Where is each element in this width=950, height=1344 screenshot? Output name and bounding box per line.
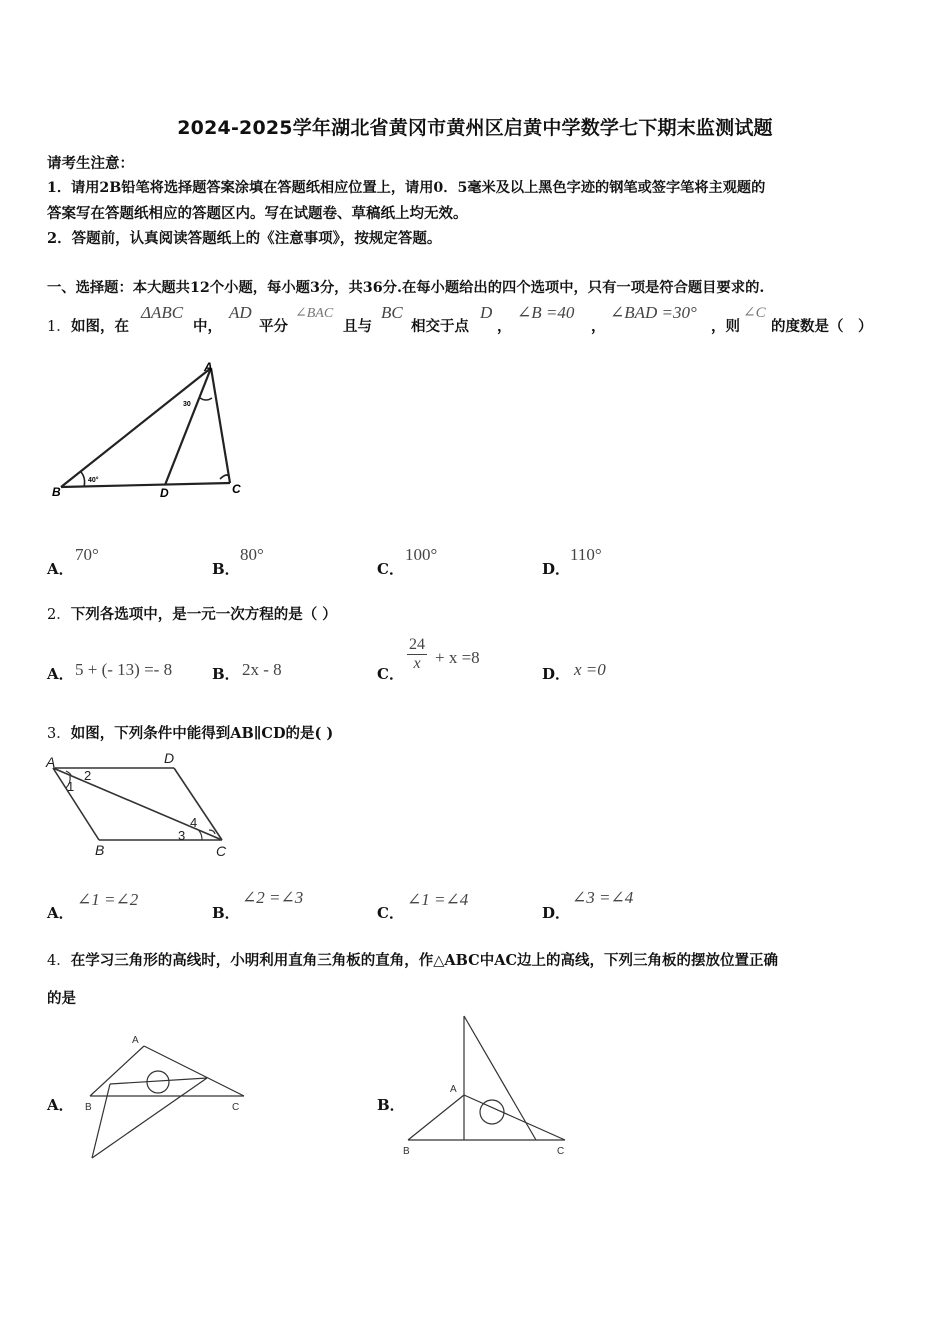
question-3-label-d: D bbox=[164, 750, 175, 766]
question-1-text-1: 如图，在 bbox=[71, 318, 129, 335]
question-3-label-a: A bbox=[46, 754, 56, 770]
question-4-option-b-label-b: B bbox=[403, 1146, 410, 1157]
question-3-angle-4: 4 bbox=[190, 815, 198, 830]
question-2-option-c-rest: + x =8 bbox=[435, 648, 480, 667]
page-title: 2024-2025学年湖北省黄冈市黄州区启黄中学数学七下期末监测试题 bbox=[177, 117, 773, 139]
question-2-option-c-fraction bbox=[407, 636, 427, 673]
question-4-option-b-label-a: A bbox=[450, 1084, 457, 1095]
question-4-option-a-label[interactable]: A． bbox=[47, 1096, 74, 1114]
question-4-option-a-label-a: A bbox=[132, 1035, 139, 1046]
question-2-option-a-value: 5 + (- 13) =- 8 bbox=[75, 660, 173, 679]
question-1-option-c-label[interactable]: C． bbox=[377, 560, 404, 578]
question-3-number: 3． bbox=[47, 726, 71, 742]
question-3-label-c: C bbox=[216, 843, 227, 859]
question-1-triangle-abc: ΔABC bbox=[141, 303, 184, 322]
question-1-option-d-value: 110° bbox=[570, 545, 602, 564]
question-1-number: 1． bbox=[47, 319, 71, 335]
question-3-text: 如图，下列条件中能得到AB∥CD的是( ) bbox=[70, 725, 334, 742]
question-1-angle-bad-label: 30 bbox=[183, 401, 191, 408]
question-1-text-8: ，则 bbox=[711, 318, 740, 335]
question-1-label-a: A bbox=[204, 360, 213, 374]
question-2-option-b-value: 2x - 8 bbox=[242, 660, 282, 679]
question-4-option-a-label-c: C bbox=[232, 1102, 240, 1113]
question-2-option-a-label[interactable]: A． bbox=[47, 665, 74, 683]
question-2-option-c-denominator: x bbox=[413, 655, 421, 672]
question-3-option-b-value: ∠2 =∠3 bbox=[242, 888, 304, 907]
question-1-option-b-label[interactable]: B． bbox=[212, 560, 240, 578]
question-1-option-b-value: 80° bbox=[240, 545, 264, 564]
question-1-option-d-label[interactable]: D． bbox=[542, 560, 571, 578]
question-4-line-1: 在学习三角形的高线时，小明利用直角三角板的直角，作△ABC中AC边上的高线，下列三角板的摆放位置正确 bbox=[70, 952, 778, 969]
section-1-heading: 一、选择题：本大题共12个小题，每小题3分，共36分.在每小题给出的四个选项中，只有一项是符合题目要求的. bbox=[47, 280, 765, 296]
question-2-number: 2． bbox=[47, 607, 71, 623]
question-1-angle-bac: ∠BAC bbox=[295, 306, 334, 321]
notice-item-2: 2．答题前，认真阅读答题纸上的《注意事项》，按规定答题。 bbox=[47, 230, 442, 247]
question-3-angle-3: 3 bbox=[178, 828, 186, 843]
question-1-ad: AD bbox=[229, 303, 252, 322]
question-3-option-c-label[interactable]: C． bbox=[377, 904, 404, 922]
question-1-bc: BC bbox=[381, 303, 403, 322]
question-3 bbox=[47, 722, 333, 743]
question-2-option-d-label[interactable]: D． bbox=[542, 665, 571, 683]
question-4 bbox=[47, 949, 778, 970]
question-1-triangle-figure bbox=[48, 360, 253, 505]
question-3-option-d-label[interactable]: D． bbox=[542, 904, 571, 922]
question-1-angle-b-label: 40° bbox=[88, 477, 99, 484]
question-1-text-4: 且与 bbox=[343, 318, 372, 335]
question-1-text-2: 中， bbox=[193, 318, 222, 335]
question-3-angle-1: 1 bbox=[67, 779, 75, 794]
question-2-option-c-label[interactable]: C． bbox=[377, 665, 404, 683]
question-1-angle-bad: ∠BAD =30° bbox=[610, 303, 697, 322]
question-3-option-a-label[interactable]: A． bbox=[47, 904, 74, 922]
question-4-option-a-figure bbox=[82, 1030, 252, 1162]
question-1-label-d: D bbox=[160, 486, 169, 500]
question-3-options bbox=[47, 888, 747, 920]
question-3-option-b-label[interactable]: B． bbox=[212, 904, 240, 922]
question-1-text-3: 平分 bbox=[259, 318, 288, 335]
question-1-text-9: 的度数是（ ） bbox=[771, 318, 873, 335]
question-4-option-b-figure bbox=[400, 1012, 575, 1160]
question-4-line-2: 的是 bbox=[47, 990, 76, 1007]
question-1-text-7: ， bbox=[591, 318, 606, 335]
question-1-options bbox=[47, 545, 747, 577]
question-1-text-5: 相交于点 bbox=[411, 318, 469, 335]
question-4-option-a-label-b: B bbox=[85, 1102, 92, 1113]
question-1-angle-b: ∠B =40 bbox=[517, 303, 575, 322]
question-4-option-b-label[interactable]: B． bbox=[377, 1096, 405, 1114]
question-1-option-c-value: 100° bbox=[405, 545, 438, 564]
question-4-number: 4． bbox=[47, 953, 71, 969]
question-3-angle-2: 2 bbox=[84, 768, 92, 783]
notice-heading: 请考生注意： bbox=[47, 155, 134, 172]
question-1-option-a-value: 70° bbox=[75, 545, 99, 564]
question-2-option-c-numerator: 24 bbox=[409, 636, 425, 653]
question-3-parallelogram-figure bbox=[44, 748, 239, 860]
question-1-text-6: ， bbox=[497, 318, 512, 335]
question-3-label-b: B bbox=[95, 842, 105, 858]
question-3-option-d-value: ∠3 =∠4 bbox=[572, 888, 634, 907]
question-3-option-c-value: ∠1 =∠4 bbox=[407, 890, 469, 909]
question-2-text: 下列各选项中，是一元一次方程的是（ ） bbox=[70, 606, 337, 623]
notice-item-1-line-1: 1．请用2B铅笔将选择题答案涂填在答题纸相应位置上，请用0．5毫米及以上黑色字迹的钢笔或签字笔将主观题的 bbox=[47, 180, 766, 196]
question-2-option-b-label[interactable]: B． bbox=[212, 665, 240, 683]
question-1-label-c: C bbox=[232, 482, 241, 496]
question-1-point-d: D bbox=[480, 303, 493, 322]
question-3-option-a-value: ∠1 =∠2 bbox=[77, 890, 139, 909]
question-2 bbox=[47, 603, 337, 624]
question-2-options bbox=[47, 636, 747, 686]
notice-item-1-line-2: 答案写在答题纸相应的答题区内。写在试题卷、草稿纸上均无效。 bbox=[47, 205, 468, 222]
question-4-option-b-label-c: C bbox=[557, 1146, 565, 1157]
question-1-label-b: B bbox=[52, 485, 61, 499]
question-1-angle-c: ∠C bbox=[743, 305, 766, 321]
question-1-option-a-label[interactable]: A． bbox=[47, 560, 74, 578]
question-2-option-d-value: x =0 bbox=[574, 660, 606, 679]
